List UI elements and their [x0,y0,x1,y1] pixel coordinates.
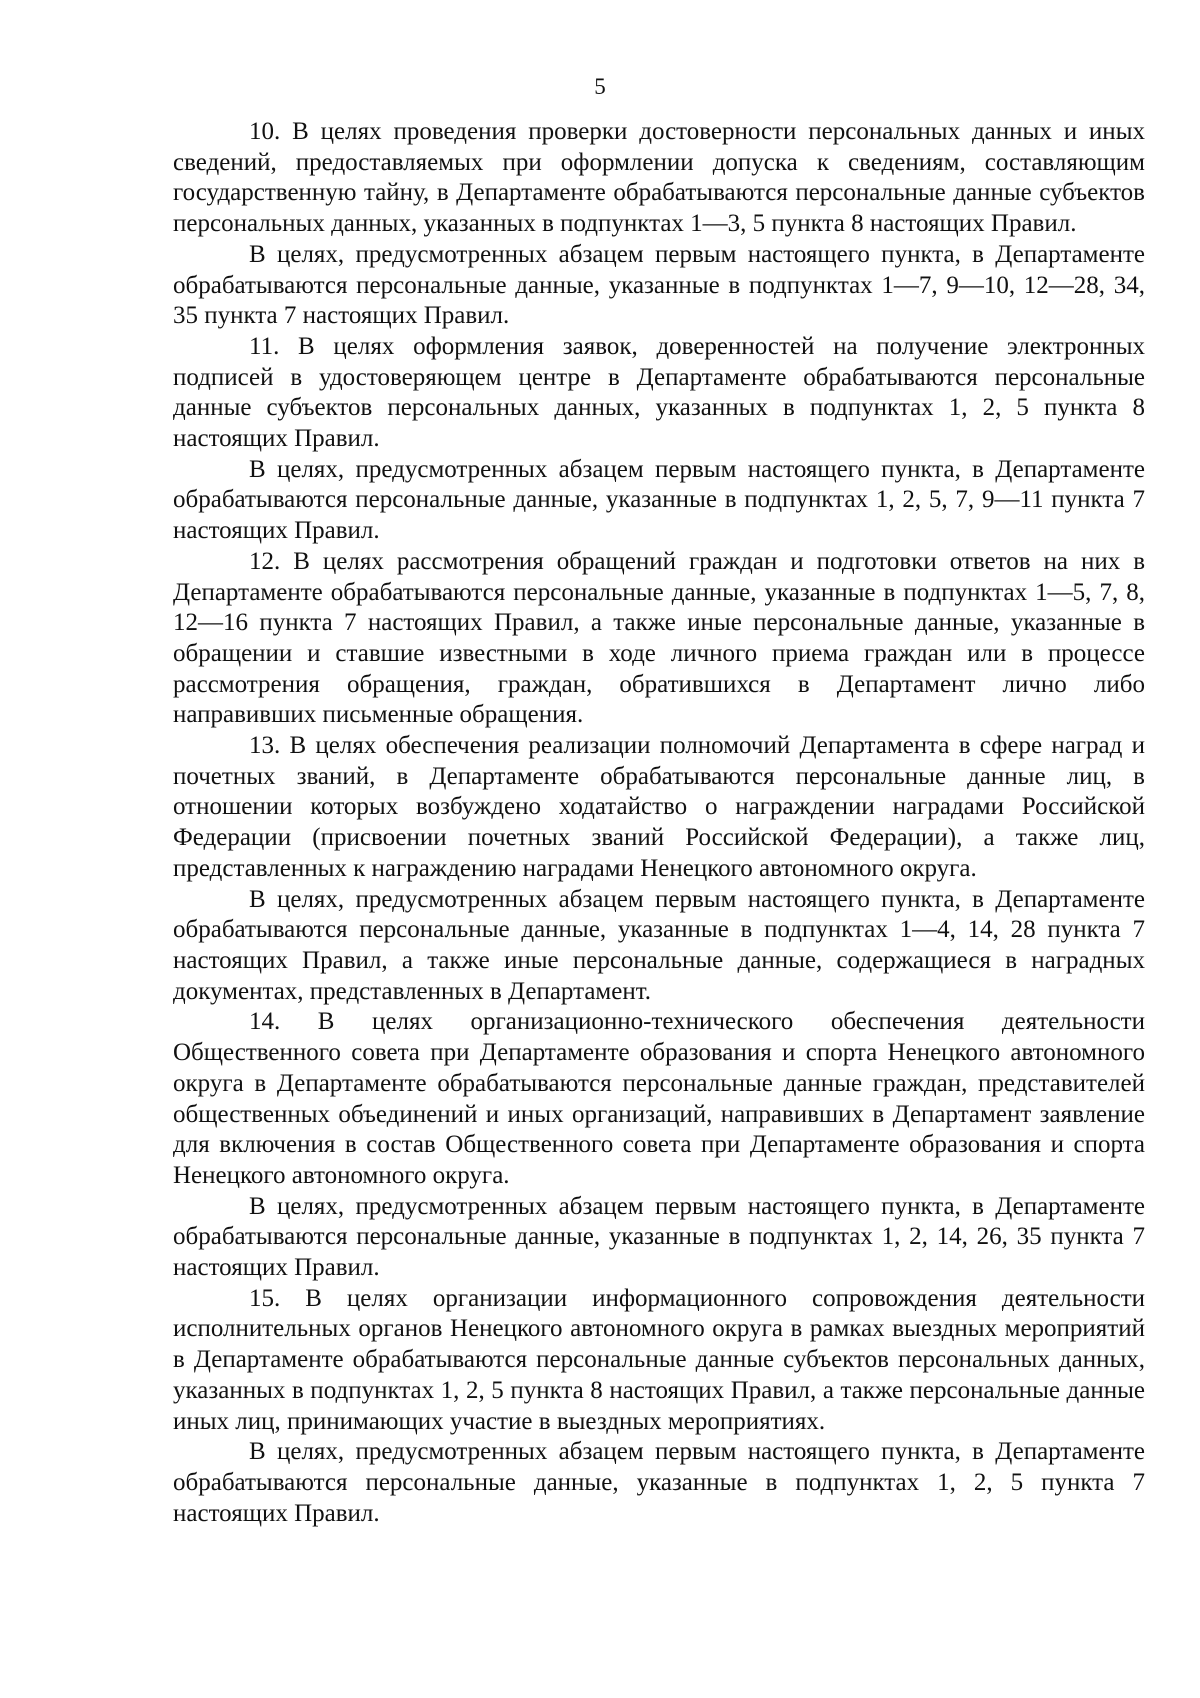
paragraph-13: 13. В целях обеспечения реализации полномочий Департамента в сфере наград и почетных званий, в Департаменте обрабатываются персональные данные лиц, в отношении которых возбуждено ходатайство о награждении наградами Российской Федерации (присвоении почетных званий Российской Федерации), а также лиц, представленных к награждению наградами Ненецкого автономного округа. [173,732,1145,882]
paragraph-11-continuation: В целях, предусмотренных абзацем первым настоящего пункта, в Департаменте обрабатываются персональные данные, указанные в подпунктах 1, 2, 5, 7, 9—11 пункта 7 настоящих Правил. [173,455,1145,545]
page-number: 5 [594,74,606,99]
paragraph-10-continuation: В целях, предусмотренных абзацем первым настоящего пункта, в Департаменте обрабатываются персональные данные, указанные в подпунктах 1—7, 9—10, 12—28, 34, 35 пункта 7 настоящих Правил. [173,240,1145,330]
paragraph-15-continuation: В целях, предусмотренных абзацем первым настоящего пункта, в Департаменте обрабатываются персональные данные, указанные в подпунктах 1, 2, 5 пункта 7 настоящих Правил. [173,1438,1145,1527]
paragraph-15: 15. В целях организации информационного сопровождения деятельности исполнительных органов Ненецкого автономного округа в рамках выездных мероприятий в Департаменте обрабатываются персональные данные субъектов персональных данных, указанных в подпунктах 1, 2, 5 пункта 8 настоящих Правил, а также персональные данные иных лиц, принимающих участие в выездных мероприятиях. [173,1284,1145,1435]
paragraph-14: 14. В целях организационно-технического обеспечения деятельности Общественного совета при Департаменте образования и спорта Ненецкого автономного округа в Департаменте обрабатываются персональные данные граждан, представителей общественных объединений и иных организаций, направивших в Департамент заявление для включения в состав Общественного совета при Департаменте образования и спорта Ненецкого автономного округа. [173,1008,1145,1189]
paragraph-11: 11. В целях оформления заявок, доверенностей на получение электронных подписей в удостоверяющем центре в Департаменте обрабатываются персональные данные субъектов персональных данных, указанных в подпунктах 1, 2, 5 пункта 8 настоящих Правил. [173,332,1145,453]
paragraph-12: 12. В целях рассмотрения обращений граждан и подготовки ответов на них в Департаменте обрабатываются персональные данные, указанные в подпунктах 1—5, 7, 8, 12—16 пункта 7 настоящих Правил, а также иные персональные данные, указанные в обращении и ставшие известными в ходе личного приема граждан или в процессе рассмотрения обращения, граждан, обратившихся в Департамент лично либо направивших письменные обращения. [173,547,1145,729]
document-body [173,117,1145,1529]
paragraph-13-continuation: В целях, предусмотренных абзацем первым настоящего пункта, в Департаменте обрабатываются персональные данные, указанные в подпунктах 1—4, 14, 28 пункта 7 настоящих Правил, а также иные персональные данные, содержащиеся в наградных документах, представленных в Департамент. [173,885,1145,1005]
paragraph-10: 10. В целях проведения проверки достоверности персональных данных и иных сведений, предоставляемых при оформлении допуска к сведениям, составляющим государственную тайну, в Департаменте обрабатываются персональные данные субъектов персональных данных, указанных в подпунктах 1—3, 5 пункта 8 настоящих Правил. [173,118,1145,238]
paragraph-14-continuation: В целях, предусмотренных абзацем первым настоящего пункта, в Департаменте обрабатываются персональные данные, указанные в подпунктах 1, 2, 14, 26, 35 пункта 7 настоящих Правил. [173,1192,1145,1282]
